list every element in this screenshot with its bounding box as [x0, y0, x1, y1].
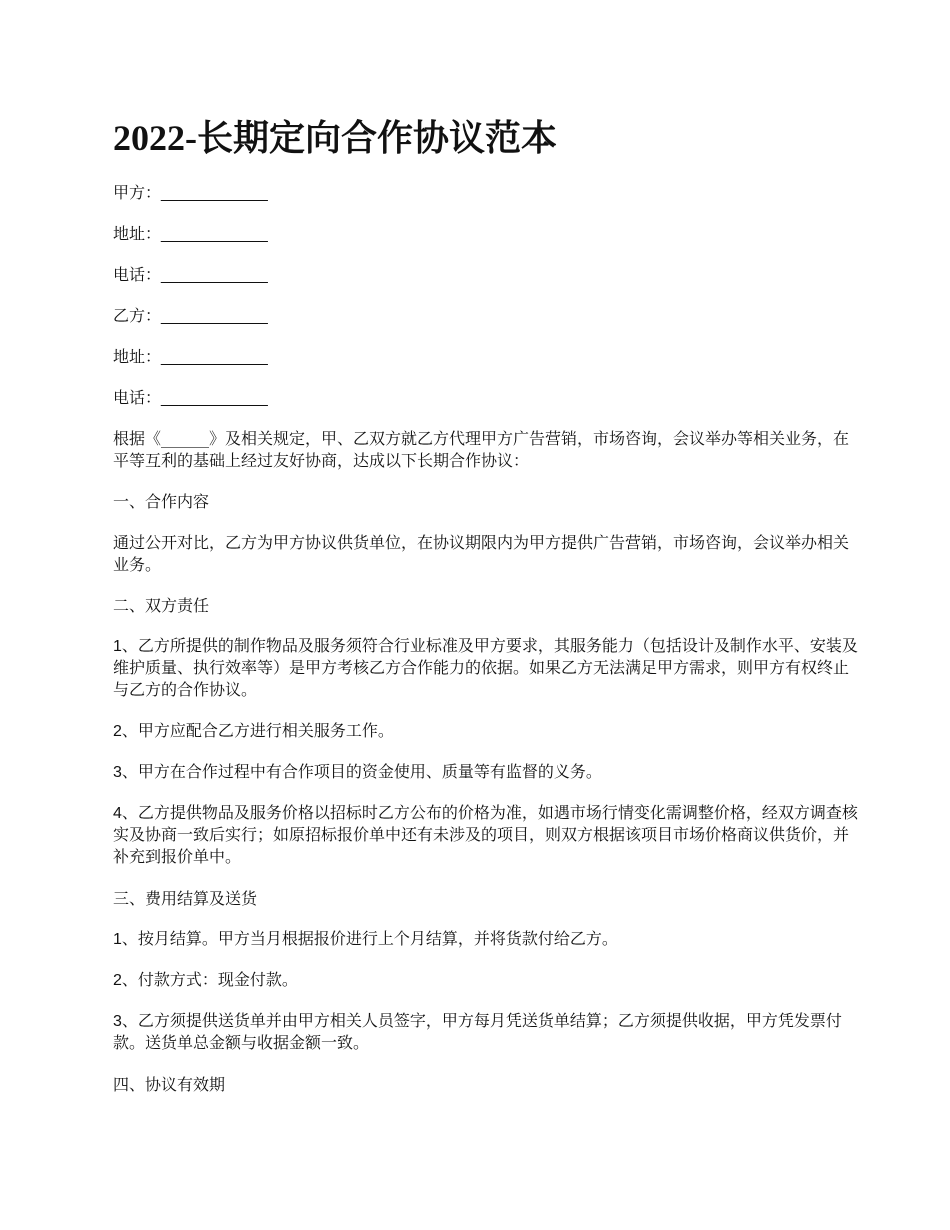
responsibility-item: 3、甲方在合作过程中有合作项目的资金使用、质量等有监督的义务。: [113, 764, 602, 781]
party-b-address-field: [113, 346, 863, 368]
field-blank: ____________: [161, 226, 268, 243]
party-a-phone-field: [113, 264, 863, 286]
field-label: 地址：: [113, 347, 162, 366]
field-label: 乙方：: [113, 306, 162, 325]
section-heading-cooperation: 一、合作内容: [113, 492, 210, 511]
responsibility-item: 2、甲方应配合乙方进行相关服务工作。: [113, 723, 394, 740]
responsibility-item: 1、乙方所提供的制作物品及服务须符合行业标准及甲方要求，其服务能力（包括设计及制作水平、安装及维护质量、执行效率等）是甲方考核乙方合作能力的依据。如果乙方无法满足甲方需求，则甲方有权终止与乙方的合作协议。: [113, 638, 858, 699]
settlement-item: 3、乙方须提供送货单并由甲方相关人员签字，甲方每月凭送货单结算；乙方须提供收据，甲方凭发票付款。送货单总金额与收据金额一致。: [113, 1013, 842, 1052]
document-page: [113, 116, 863, 1115]
field-label: 地址：: [113, 224, 162, 243]
party-b-name-field: [113, 305, 863, 327]
field-label: 甲方：: [113, 183, 162, 202]
party-a-name-field: [113, 182, 863, 204]
section-heading-responsibilities: 二、双方责任: [113, 596, 210, 615]
section-heading-validity: 四、协议有效期: [113, 1075, 226, 1094]
intro-paragraph: 根据《______》及相关规定，甲、乙双方就乙方代理甲方广告营销，市场咨询，会议举办等相关业务，在平等互利的基础上经过友好协商，达成以下长期合作协议：: [113, 429, 850, 470]
section-heading-settlement: 三、费用结算及送货: [113, 889, 258, 908]
settlement-item: 1、按月结算。甲方当月根据报价进行上个月结算，并将货款付给乙方。: [113, 931, 618, 948]
field-label: 电话：: [113, 265, 162, 284]
field-blank: ____________: [161, 349, 268, 366]
field-label: 电话：: [113, 388, 162, 407]
field-blank: ____________: [161, 308, 268, 325]
party-a-address-field: [113, 223, 863, 245]
responsibility-item: 4、乙方提供物品及服务价格以招标时乙方公布的价格为准，如遇市场行情变化需调整价格，经双方调查核实及协商一致后实行；如原招标报价单中还有未涉及的项目，则双方根据该项目市场价格商议供货价，并补充到报价单中。: [113, 805, 858, 866]
settlement-item: 2、付款方式：现金付款。: [113, 972, 298, 989]
field-blank: ____________: [161, 390, 268, 407]
field-blank: ____________: [161, 267, 268, 284]
cooperation-paragraph: 通过公开对比，乙方为甲方协议供货单位，在协议期限内为甲方提供广告营销，市场咨询，会议举办相关业务。: [113, 533, 850, 574]
document-title: 2022-长期定向合作协议范本: [113, 118, 557, 158]
field-blank: ____________: [161, 185, 268, 202]
party-b-phone-field: [113, 387, 863, 409]
